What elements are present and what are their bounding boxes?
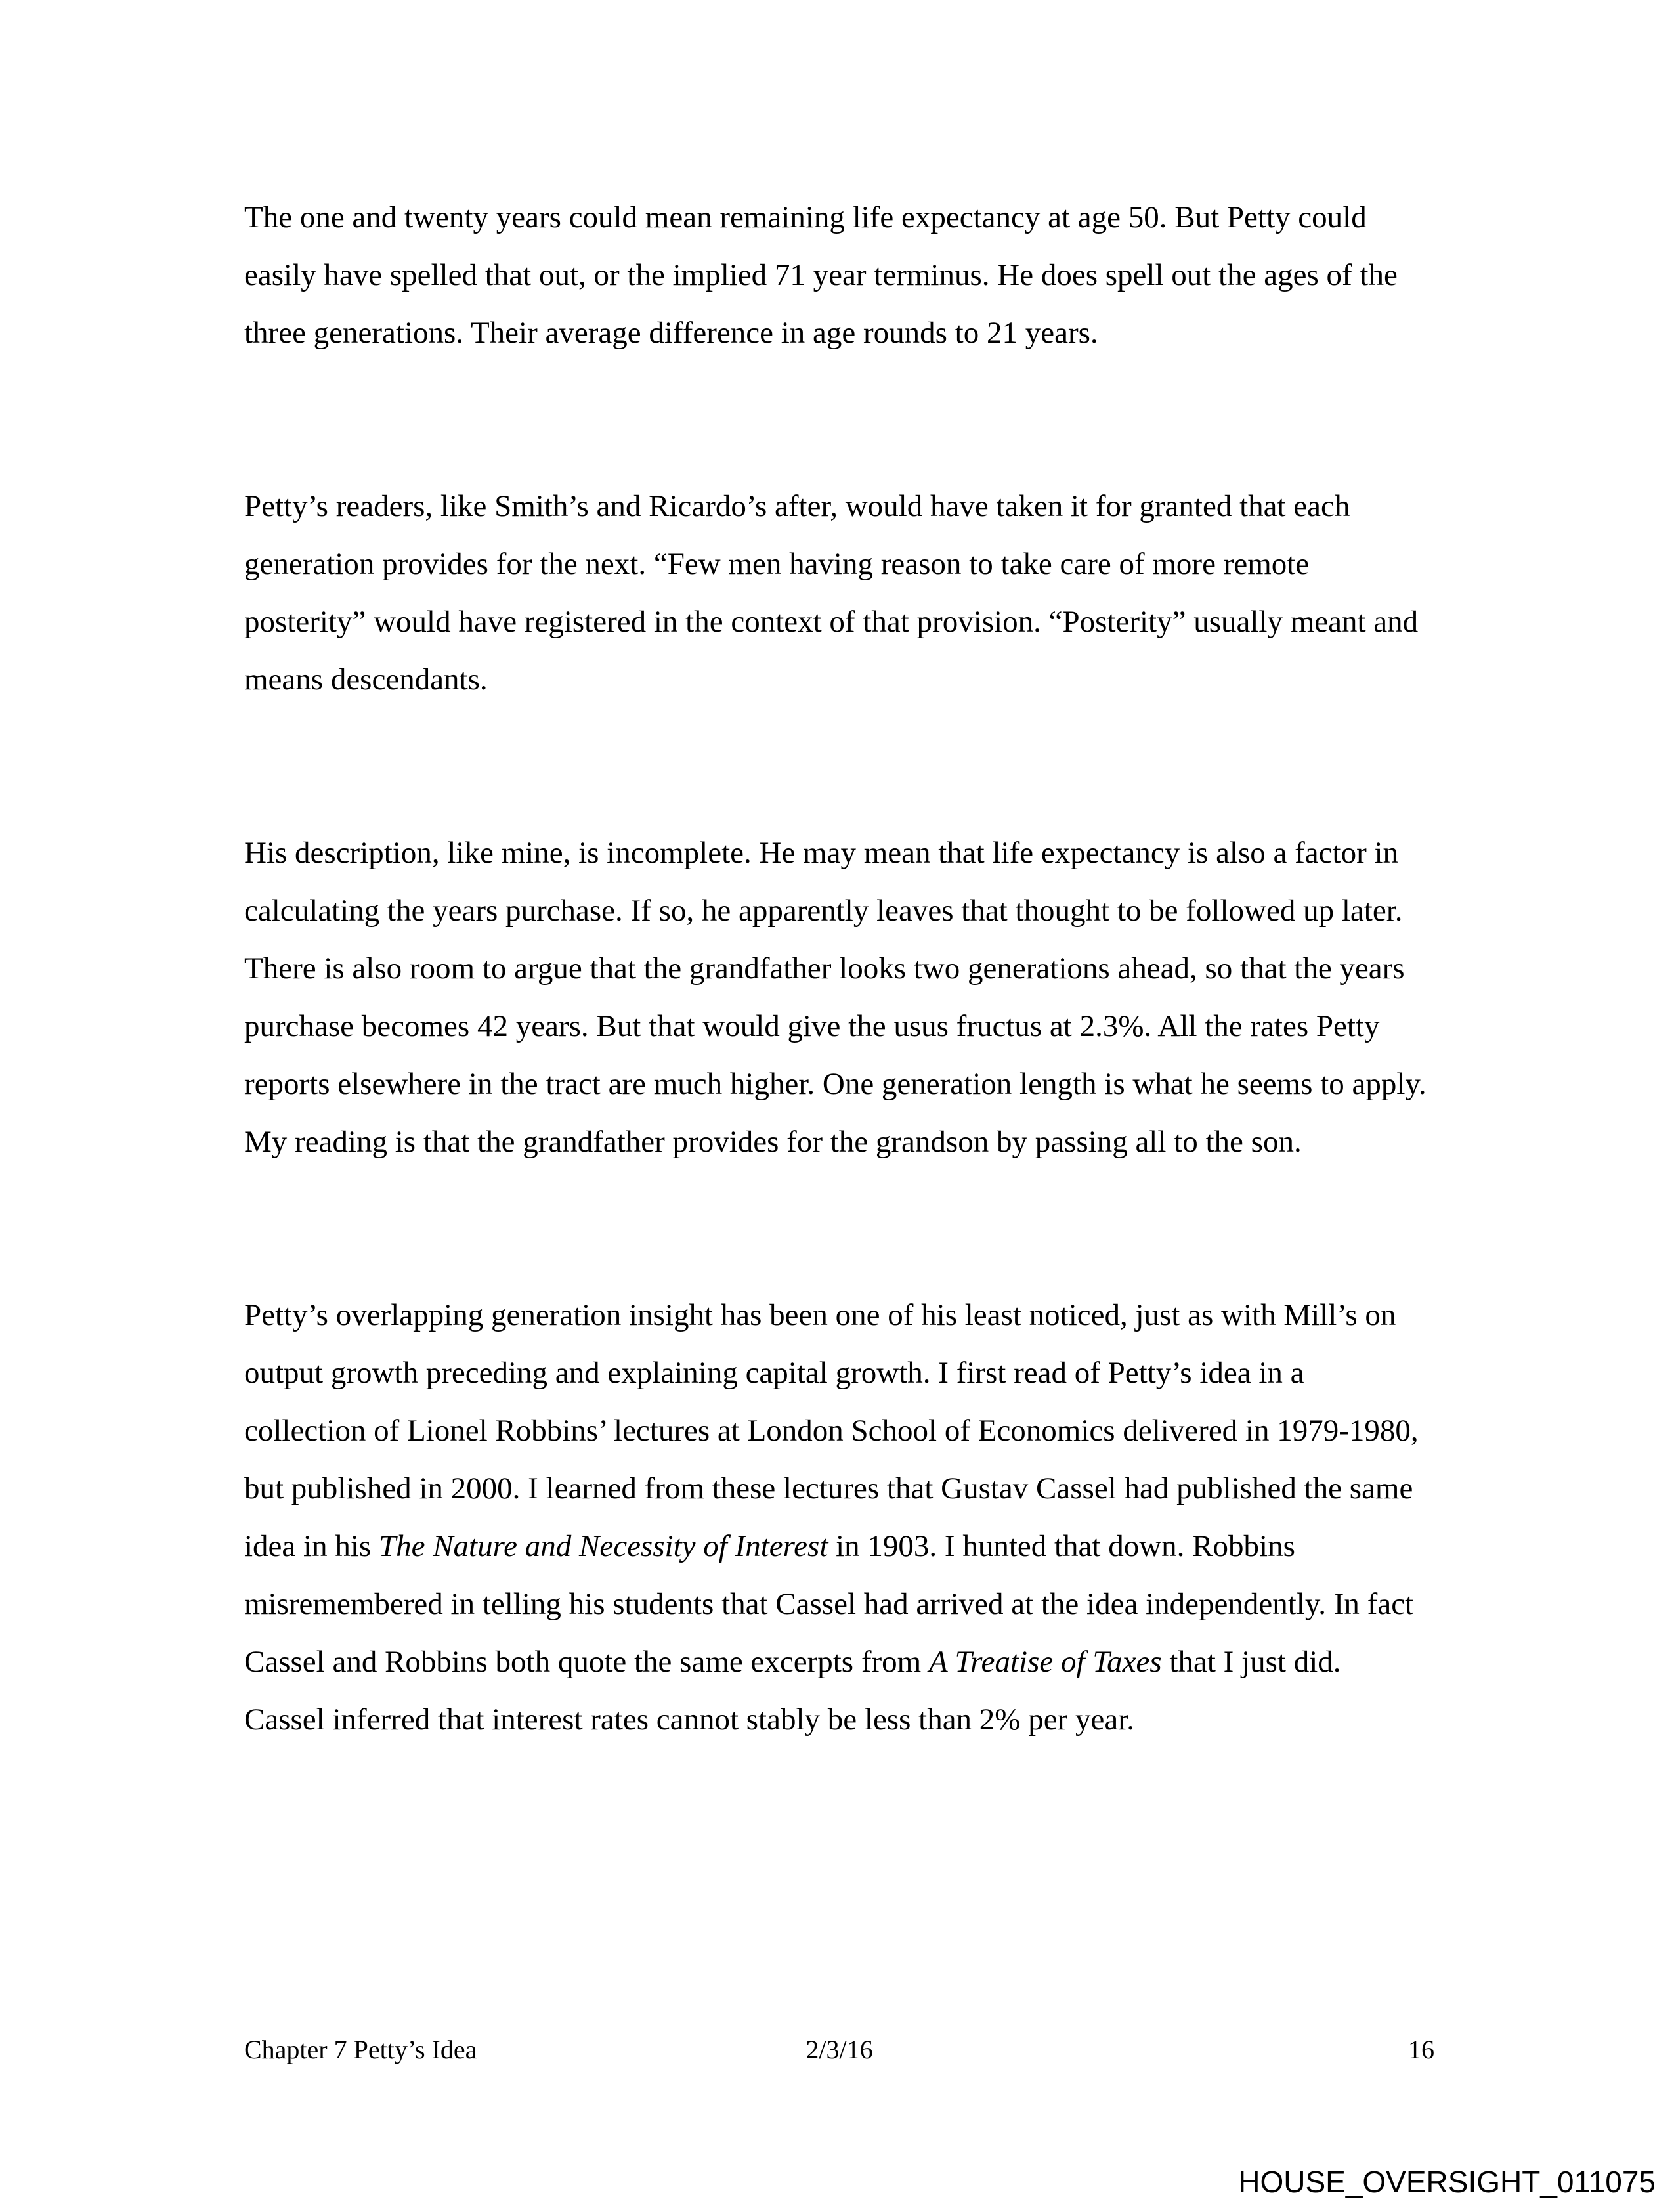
document-body bbox=[244, 188, 1432, 1748]
paragraph-3 bbox=[244, 824, 1432, 1171]
paragraph-4-text: Petty’s overlapping generation insight has been one of his least noticed, just as with Mill’s on output growth preceding and explaining capital growth. I first read of Petty’s idea in a collection of Lionel Robbins’ lectures at London School of Economics delivered in 1979-1980, but published in 2000. I learned from these lectures that Gustav Cassel had published the same idea in his bbox=[244, 1298, 1427, 1563]
paragraph-1-text: The one and twenty years could mean remaining life expectancy at age 50. But Petty could easily have spelled that out, or the implied 71 year terminus. He does spell out the ages of the three generations. Their average difference in age rounds to 21 years. bbox=[244, 200, 1406, 350]
footer-date: 2/3/16 bbox=[805, 2035, 873, 2064]
paragraph-2 bbox=[244, 477, 1432, 708]
paragraph-3-text: His description, like mine, is incomplete. He may mean that life expectancy is also a factor in calculating the years purchase. If so, he apparently leaves that thought to be followed up later. There is also room to argue that the grandfather looks two generations ahead, so that the years purchase becomes 42 years. But that would give the usus fructus at 2.3%. All the rates Petty reports elsewhere in the tract are much higher. One generation length is what he seems to apply. My reading is that the grandfather provides for the grandson by passing all to the son. bbox=[244, 836, 1434, 1159]
bates-stamp-watermark: HOUSE_OVERSIGHT_011075 bbox=[1238, 2165, 1656, 2199]
paragraph-1 bbox=[244, 188, 1432, 362]
book-title-nature-and-necessity-of-interest: The Nature and Necessity of Interest bbox=[378, 1529, 828, 1563]
book-title-a-treatise-of-taxes: A Treatise of Taxes bbox=[928, 1645, 1162, 1679]
paragraph-2-text: Petty’s readers, like Smith’s and Ricardo’s after, would have taken it for granted that each generation provides for the next. “Few men having reason to take care of more remote posterity” would have registered in the context of that provision. “Posterity” usually meant and means descendants. bbox=[244, 489, 1426, 697]
page-footer bbox=[244, 2034, 1434, 2066]
footer-page-number: 16 bbox=[1407, 2035, 1434, 2064]
paragraph-4 bbox=[244, 1286, 1432, 1748]
footer-chapter-title: Chapter 7 Petty’s Idea bbox=[244, 2035, 477, 2064]
paragraph-4-text: that I just did. Cassel inferred that interest rates cannot stably be less than 2% per year. bbox=[244, 1645, 1357, 1737]
paragraph-4-text: in 1903. I hunted that down. Robbins misremembered in telling his students that Cassel had arrived at the idea independently. In fact Cassel and Robbins both quote the same excerpts from bbox=[244, 1529, 1421, 1679]
